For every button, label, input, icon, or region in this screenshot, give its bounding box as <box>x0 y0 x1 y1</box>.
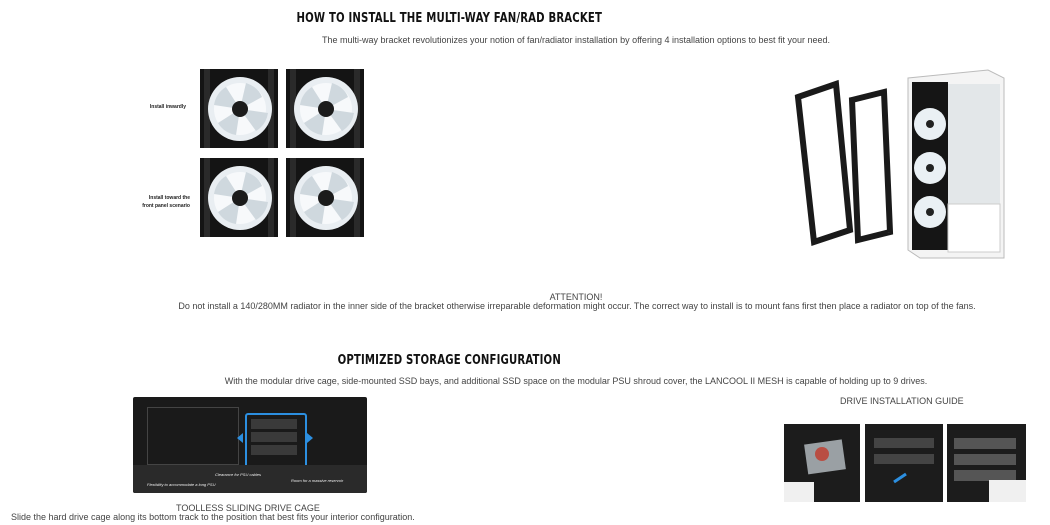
install-inwardly-label: Install inwardly <box>149 104 186 110</box>
install-toward-label-2: front panel scenario <box>142 203 190 209</box>
callout-reservoir: Room for a massive reservoir <box>291 478 344 483</box>
cage-text: Slide the hard drive cage along its bottom track to the position that best fits your interior configuration. <box>11 512 415 522</box>
fan-install-figure <box>120 66 380 246</box>
drive-guide-photos <box>784 424 1026 502</box>
fan-photo-grid <box>200 69 366 241</box>
callout-long-psu: Flexibility to accommodate a long PSU <box>147 482 216 487</box>
storage-subtitle: With the modular drive cage, side-mounted SSD bays, and additional SSD space on the modular PSU shroud cover, the LANCOOL II MESH is capable of holding up to 9 drives. <box>224 376 928 386</box>
cage-title: TOOLLESS SLIDING DRIVE CAGE <box>176 503 320 513</box>
attention-heading: ATTENTION! <box>549 292 603 302</box>
callout-psu-cables: Clearance for PSU cables <box>215 472 262 477</box>
install-toward-label-1: Install toward the <box>148 195 190 201</box>
bracket-case-image <box>788 62 1018 274</box>
attention-text: Do not install a 140/280MM radiator in the inner side of the bracket otherwise irreparable deformation might occur. The correct way to install is to mount fans first then place a radiator on top of the fans. <box>178 301 976 311</box>
drive-guide-label: DRIVE INSTALLATION GUIDE <box>840 396 964 406</box>
bracket-subtitle: The multi-way bracket revolutionizes your notion of fan/radiator installation by offering 4 installation options to best fit your need. <box>321 35 831 45</box>
drive-cage-image <box>133 397 367 493</box>
bracket-title: HOW TO INSTALL THE MULTI-WAY FAN/RAD BRACKET <box>296 11 603 26</box>
storage-title: OPTIMIZED STORAGE CONFIGURATION <box>337 353 561 368</box>
